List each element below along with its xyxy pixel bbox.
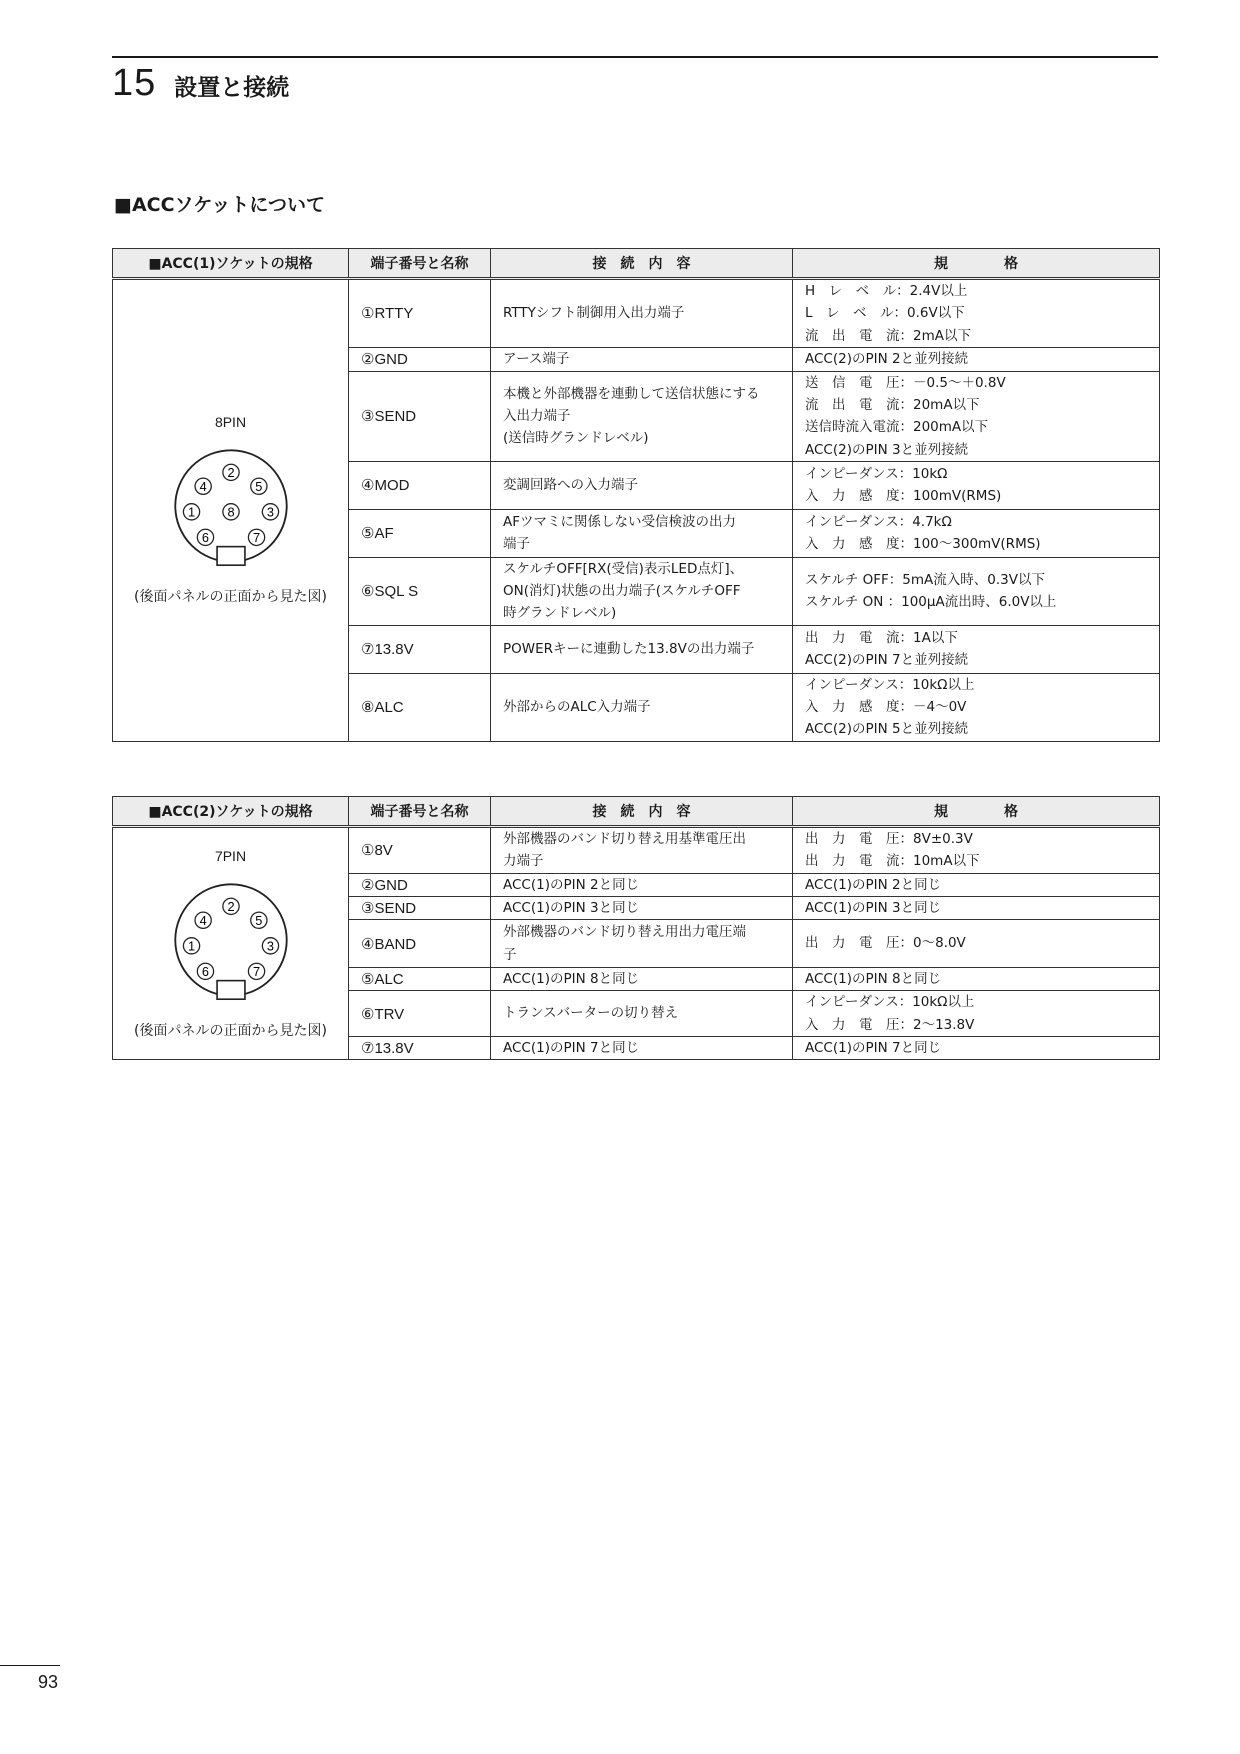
specification: [793, 625, 1160, 673]
spec-line: スケルチ ON ：100μA流出時、6.0V以上: [805, 594, 1057, 611]
description-line: トランスバーターの切り替え: [503, 1005, 679, 1022]
description-line: ACC(1)のPIN 7と同じ: [503, 1039, 640, 1056]
acc1-table-row: [113, 279, 1160, 348]
acc1-pin-count-label: 8PIN: [214, 414, 247, 431]
spec-line: ACC(2)のPIN 5と並列接続: [805, 721, 969, 738]
acc1-pin-3-label: 3: [266, 504, 274, 520]
description-line: RTTYシフト制御用入出力端子: [503, 305, 685, 322]
acc2-pin-4-label: 4: [199, 912, 207, 928]
terminal-name: ⑧ALC: [349, 673, 491, 741]
spec-line: 出 力 電 流：1A以下: [805, 630, 958, 647]
acc1-pin-4-label: 4: [199, 479, 207, 495]
spec-line: インピーダンス：10kΩ以上: [805, 994, 975, 1011]
spec-line: 入 力 感 度：100mV(RMS): [805, 488, 1002, 505]
acc1-pin-6-label: 6: [201, 530, 209, 546]
specification: [793, 673, 1160, 741]
spec-line: 入 力 感 度：100～300mV(RMS): [805, 536, 1041, 553]
page-number: 93: [38, 1672, 59, 1692]
connection-description: [491, 347, 793, 371]
description-line: 本機と外部機器を連動して送信状態にする: [503, 385, 760, 402]
connection-description: [491, 920, 793, 968]
connection-description: [491, 827, 793, 874]
spec-line: インピーダンス：4.7kΩ: [805, 514, 952, 531]
acc2-diagram-cell: [113, 827, 349, 1060]
spec-line: 出 力 電 圧：8V±0.3V: [805, 831, 973, 847]
connection-description: [491, 673, 793, 741]
description-line: ACC(1)のPIN 8と同じ: [503, 971, 640, 988]
acc2-header-socket: ■ACC(2)ソケットの規格: [113, 797, 349, 827]
acc1-header-terminal: 端子番号と名称: [349, 249, 491, 279]
terminal-name: ④MOD: [349, 461, 491, 509]
spec-line: ACC(1)のPIN 7と同じ: [805, 1039, 942, 1056]
specification: [793, 873, 1160, 896]
description-line: 時グランドレベル): [503, 605, 617, 622]
connection-description: [491, 625, 793, 673]
specification: [793, 1036, 1160, 1059]
terminal-name: ⑤ALC: [349, 968, 491, 991]
footer-rule: [0, 1665, 60, 1666]
acc1-connector-diagram: [166, 444, 296, 568]
description-line: 外部機器のバンド切り替え用基準電圧出: [503, 831, 746, 847]
specification: [793, 347, 1160, 371]
description-line: 子: [503, 946, 517, 963]
spec-line: 送 信 電 圧：－0.5～＋0.8V: [805, 374, 1006, 391]
terminal-name: ②GND: [349, 347, 491, 371]
connection-description: [491, 1036, 793, 1059]
description-line: スケルチOFF[RX(受信)表示LED点灯]、: [503, 560, 744, 577]
chapter-heading: [112, 62, 289, 105]
spec-line: ACC(1)のPIN 8と同じ: [805, 971, 942, 988]
connection-description: [491, 873, 793, 896]
acc2-table-row: [113, 827, 1160, 874]
spec-line: インピーダンス：10kΩ以上: [805, 676, 975, 693]
specification: [793, 371, 1160, 461]
section-title: ■ACCソケットについて: [114, 194, 326, 216]
acc1-pin-5-label: 5: [254, 479, 262, 495]
spec-line: 入 力 感 度：－4～0V: [805, 699, 967, 716]
connection-description: [491, 461, 793, 509]
connection-description: [491, 991, 793, 1037]
acc2-header-spec: 規 格: [793, 797, 1160, 827]
acc2-connector-diagram: [166, 878, 296, 1002]
terminal-name: ⑥SQL S: [349, 557, 491, 625]
acc2-spec-table: [112, 796, 1160, 1060]
specification: [793, 557, 1160, 625]
spec-line: ACC(1)のPIN 3と同じ: [805, 899, 942, 916]
specification: [793, 279, 1160, 348]
connection-description: [491, 509, 793, 557]
description-line: (送信時グランドレベル): [503, 430, 649, 447]
terminal-name: ⑦13.8V: [349, 625, 491, 673]
acc2-header-row: [113, 797, 1160, 827]
spec-line: L レ ベ ル：0.6V以下: [805, 305, 965, 322]
specification: [793, 968, 1160, 991]
spec-line: 流 出 電 流：2mA以下: [805, 327, 971, 344]
terminal-name: ①8V: [349, 827, 491, 874]
acc2-pin-2-label: 2: [226, 898, 235, 914]
header-rule: [112, 56, 1158, 58]
terminal-name: ⑥TRV: [349, 991, 491, 1037]
specification: [793, 920, 1160, 968]
description-line: 入出力端子: [503, 408, 571, 425]
acc1-pin-2-label: 2: [226, 465, 235, 481]
terminal-name: ④BAND: [349, 920, 491, 968]
chapter-number: 15: [112, 62, 157, 104]
acc1-connector-key: [217, 547, 245, 566]
acc2-pin-5-label: 5: [254, 912, 262, 928]
spec-line: 入 力 電 圧：2～13.8V: [805, 1016, 975, 1033]
description-line: 変調回路への入力端子: [503, 477, 638, 494]
acc1-header-row: [113, 249, 1160, 279]
acc2-pin-7-label: 7: [252, 963, 260, 979]
spec-line: 流 出 電 流：20mA以下: [805, 397, 980, 414]
terminal-name: ②GND: [349, 873, 491, 896]
connection-description: [491, 279, 793, 348]
description-line: アース端子: [503, 351, 570, 368]
acc1-header-spec: 規 格: [793, 249, 1160, 279]
specification: [793, 991, 1160, 1037]
acc2-connector-key: [217, 980, 245, 999]
acc2-header-terminal: 端子番号と名称: [349, 797, 491, 827]
acc1-diagram-cell: [113, 279, 349, 742]
acc1-header-socket: ■ACC(1)ソケットの規格: [113, 249, 349, 279]
description-line: 力端子: [503, 853, 544, 870]
acc2-pin-6-label: 6: [201, 963, 209, 979]
description-line: POWERキーに連動した13.8Vの出力端子: [503, 641, 755, 658]
specification: [793, 461, 1160, 509]
spec-line: 送信時流入電流：200mA以下: [805, 419, 989, 436]
description-line: ACC(1)のPIN 2と同じ: [503, 876, 640, 893]
terminal-name: ⑦13.8V: [349, 1036, 491, 1059]
spec-line: スケルチ OFF：5mA流入時、0.3V以下: [805, 572, 1045, 589]
connection-description: [491, 371, 793, 461]
acc1-pin-1-label: 1: [187, 504, 195, 520]
acc2-pin-count-label: 7PIN: [214, 847, 247, 864]
connection-description: [491, 896, 793, 919]
spec-line: ACC(1)のPIN 2と同じ: [805, 876, 942, 893]
acc1-view-note: (後面パネルの正面から見た図): [134, 589, 327, 606]
spec-line: H レ ベ ル：2.4V以上: [805, 283, 968, 299]
description-line: AFツマミに関係しない受信検波の出力: [503, 514, 736, 531]
spec-line: インピーダンス：10kΩ: [805, 466, 948, 483]
specification: [793, 827, 1160, 874]
terminal-name: ③SEND: [349, 371, 491, 461]
spec-line: ACC(2)のPIN 7と並列接続: [805, 652, 969, 669]
connection-description: [491, 968, 793, 991]
spec-line: ACC(2)のPIN 2と並列接続: [805, 351, 969, 368]
spec-line: 出 力 電 流：10mA以下: [805, 853, 980, 870]
acc2-pin-1-label: 1: [187, 938, 195, 954]
connection-description: [491, 557, 793, 625]
description-line: 端子: [503, 536, 530, 553]
terminal-name: ③SEND: [349, 896, 491, 919]
specification: [793, 896, 1160, 919]
description-line: 外部機器のバンド切り替え用出力電圧端: [503, 924, 746, 941]
acc2-header-connection: 接 続 内 容: [491, 797, 793, 827]
acc1-pin-8-label: 8: [226, 504, 235, 520]
description-line: ACC(1)のPIN 3と同じ: [503, 899, 640, 916]
specification: [793, 509, 1160, 557]
chapter-title: 設置と接続: [174, 75, 290, 101]
terminal-name: ⑤AF: [349, 509, 491, 557]
acc2-pin-3-label: 3: [266, 938, 274, 954]
acc1-spec-table: [112, 248, 1160, 742]
description-line: 外部からのALC入力端子: [503, 699, 651, 716]
spec-line: ACC(2)のPIN 3と並列接続: [805, 441, 969, 458]
acc1-header-connection: 接 続 内 容: [491, 249, 793, 279]
spec-line: 出 力 電 圧：0～8.0V: [805, 935, 966, 952]
acc2-view-note: (後面パネルの正面から見た図): [134, 1022, 327, 1039]
description-line: ON(消灯)状態の出力端子(スケルチOFF: [503, 583, 741, 600]
acc1-pin-7-label: 7: [252, 530, 260, 546]
terminal-name: ①RTTY: [349, 279, 491, 348]
